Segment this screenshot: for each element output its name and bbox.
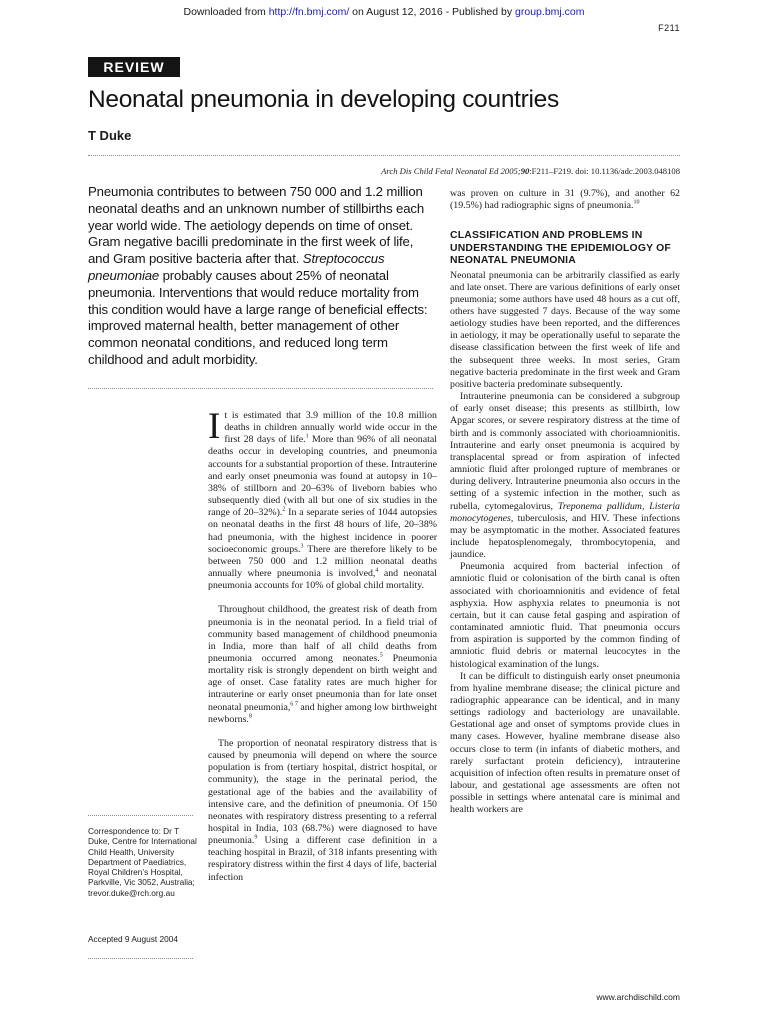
abstract-text-1: Pneumonia contributes to between 750 000 and 1.2 million neonatal deaths and an unknown number of stillbirths each year world wide. The aetiology depends on time of onset. Gram negative bacilli predominate in the first week of life, and Gram positive bacteria after that. (88, 184, 425, 267)
drop-cap: I (208, 406, 221, 447)
citation (381, 166, 680, 176)
abstract-organism: Streptococcus pneumoniae (88, 251, 385, 283)
abstract-text-2: probably causes about 25% of neonatal pneumonia. Interventions that would reduce mortality from this condition would have a large range of beneficial effects: improved maternal health, better management of other common neonatal conditions, and reduced long term childhood and adult morbidity. (88, 267, 428, 367)
download-banner (0, 6, 768, 18)
banner-middle: on August 12, 2016 - Published by (349, 6, 516, 18)
page-number: F211 (658, 23, 680, 33)
author: T Duke (88, 128, 132, 143)
publisher-link[interactable]: group.bmj.com (515, 6, 585, 18)
correspondence-note: Correspondence to: Dr T Duke, Centre for International Child Health, University Department of Paediatrics, Royal Children’s Hospital, Parkville, Vic 3052, Australia; trevor.duke@rch.org.au (88, 826, 197, 898)
paragraph: It can be difficult to distinguish early onset pneumonia from hyaline membrane disease; the clinical picture and radiographic appearance can be identical, and in many settings radiology and bacteriology are unavailable. Gestational age and onset of symptoms provide clues in many cases. However, hyaline membrane disease also occurs close to term (in infants of diabetic mothers, and rarely surfactant protein deficiency), intrauterine acquisition of infection often results in premature onset of labour, and gestational age assessments are often not possible in settings where antenatal care is minimal and health workers are (450, 670, 680, 816)
source-link[interactable]: http://fn.bmj.com/ (268, 6, 350, 18)
reference-marker: 8 (248, 713, 252, 720)
abstract-divider (88, 388, 433, 389)
text-run: The proportion of neonatal respiratory distress that is caused by pneumonia will depend on where the source population is from (tertiary hospital, district hospital, or community), the stage in the perinatal period, the gestational age of the babies and the availability of intensive care, and the definition of pneumonia. Of 150 neonates with respiratory distress presenting to a referral hospital in India, 103 (68.7%) were diagnosed to have pneumonia. (208, 737, 437, 847)
section-heading: CLASSIFICATION AND PROBLEMS IN UNDERSTANDING THE EPIDEMIOLOGY OF NEONATAL PNEUMONIA (450, 230, 671, 267)
reference-marker: 1 (305, 434, 309, 441)
paragraph (208, 738, 437, 884)
citation-journal: Arch Dis Child Fetal Neonatal Ed (381, 166, 499, 176)
text-run: was proven on culture in 31 (9.7%), and another 62 (19.5%) had radiographic signs of pneumonia. (450, 188, 680, 212)
reference-marker: 2 (282, 506, 286, 513)
accepted-date: Accepted 9 August 2004 (88, 934, 178, 944)
reference-marker: 5 (379, 652, 383, 659)
citation-pages: :F211–F219. doi: 10.1136/adc.2003.048108 (529, 166, 680, 176)
article-title: Neonatal pneumonia in developing countries (88, 86, 559, 113)
citation-volume: 90 (520, 166, 530, 176)
text-run: , (641, 500, 650, 512)
paragraph: Neonatal pneumonia can be arbitrarily classified as early and late onset. There are various definitions of early onset pneumonia; some authors have used 48 hours as a cut off, others have suggested 7 days. Because of the way some aetiology studies have been reported, and the differences in aetiology, it may be operationally useful to separate the disease classification between the first week of life and the subsequent three weeks. In most series, Gram negative bacteria predominate in the first week and Gram positive bacteria predominate subsequently. (450, 269, 680, 390)
sidebar-divider-top (88, 815, 193, 816)
reference-marker: 10 (633, 199, 640, 206)
section-label: REVIEW (88, 57, 180, 77)
banner-prefix: Downloaded from (183, 6, 269, 18)
paragraph: Pneumonia acquired from bacterial infection of amniotic fluid or colonisation of the birth canal is often associated with chorioamnionitis and evidence of fetal asphyxia. How asphyxia relates to pneumonia is not certain, but it can cause fetal gasping and aspiration of contaminated amniotic fluid. That pneumonia occurs from aspiration is supported by the common finding of amniotic fluid debris or maternal leucocytes in the histological examination of the lungs. (450, 561, 680, 670)
text-run: and neonatal pneumonia accounts for 10% of global child mortality. (208, 568, 437, 592)
text-run: , tuberculosis, and HIV. These infections may be asymptomatic in the mother. Associated features include hepatosplenomegaly, thrombocytopenia, and jaundice. (450, 512, 680, 561)
text-run: More than 96% of all neonatal deaths occur in developing countries, and pneumonia accounts for a substantial proportion of these. Intrauterine and early onset pneumonia was found at autopsy in 10–38% of stillborn and 20–63% of liveborn babies who subsequently died (with all but one of six studies in the range of 20–32%). (208, 434, 437, 519)
text-run: Using a different case definition in a teaching hospital in Brazil, of 318 infants presenting with respiratory distress within the first 4 days of life, bacterial infection (208, 835, 437, 883)
text-run: Pneumonia mortality risk is strongly dependent on birth weight and age of onset. Case fatality rates are much higher for intrauterine or early onset pneumonia than for late onset neonatal pneumonia, (208, 652, 437, 713)
header-divider (88, 155, 680, 156)
body-column-middle (208, 406, 438, 884)
paragraph (450, 188, 680, 212)
reference-marker: 4 (375, 567, 379, 574)
paragraph (450, 391, 680, 561)
text-run: In a separate series of 1044 autopsies on neonatal deaths in the first 48 hours of life, 20–38% had pneumonia, with the highest incidence in poorer socioeconomic groups. (208, 507, 437, 555)
text-run: t is estimated that 3.9 million of the 10.8 million deaths in children annually world wide occur in the first 28 days of life. (224, 410, 437, 446)
text-run: There are therefore likely to be between 750 000 and 1.2 million neonatal deaths annually where pneumonia is involved, (208, 543, 437, 580)
reference-marker: 9 (254, 834, 258, 841)
text-run: Throughout childhood, the greatest risk of death from pneumonia is in the neonatal period. In a field trial of community based management of childhood pneumonia in India, more than half of all child deaths from pneumonia occurred among neonates. (208, 604, 437, 664)
footer-url[interactable]: www.archdischild.com (596, 992, 680, 1002)
reference-marker: 6 7 (290, 701, 298, 708)
paragraph (208, 604, 437, 726)
text-run: and higher among low birthweight newborns. (208, 701, 438, 725)
citation-year: 2005; (500, 166, 521, 176)
reference-marker: 3 (300, 543, 304, 550)
abstract (88, 184, 433, 369)
text-run: Intrauterine pneumonia can be considered a subgroup of early onset disease; this presents as stillbirth, low Apgar scores, or severe respiratory distress at the time of birth and is commonly associated with chorioamnionitis. Intrauterine and early onset pneumonia is acquired by transplacental spread or from aspiration of infected amniotic fluid after prolonged rupture of membranes or during delivery. Intrauterine pneumonia also occurs in the setting of a systemic infection in the mother, such as rubella, cytomegalovirus, (450, 391, 680, 512)
organism-name: Listeria monocytogenes (450, 500, 680, 524)
sidebar-divider-bottom (88, 958, 193, 959)
body-column-right (450, 188, 680, 817)
paragraph (208, 406, 437, 592)
organism-name: Treponema pallidum (557, 500, 642, 512)
